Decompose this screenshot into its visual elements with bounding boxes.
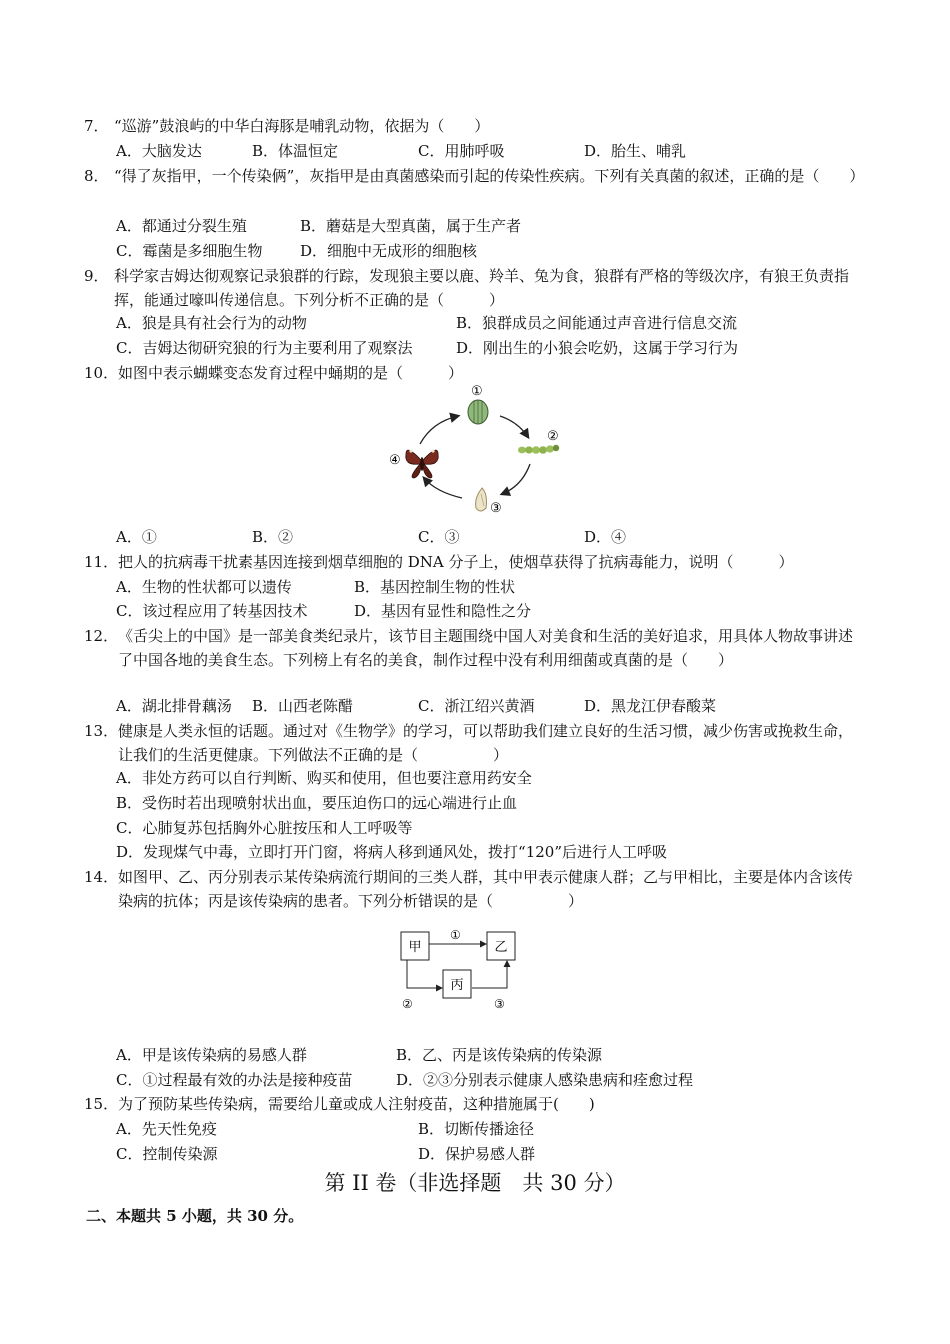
option-d: D．发现煤气中毒，立即打开门窗，将病人移到通风处，拨打“120”后进行人工呼吸 xyxy=(116,843,667,861)
option-d: D．刚出生的小狼会吃奶，这属于学习行为 xyxy=(456,339,739,357)
option-c: C．用肺呼吸 xyxy=(418,142,505,160)
box-bing-label: 丙 xyxy=(450,978,464,993)
pupa-icon xyxy=(476,488,487,511)
option-d: D．保护易感人群 xyxy=(418,1145,536,1163)
option-a: A．生物的性状都可以遗传 xyxy=(116,578,292,596)
option-c: C．控制传染源 xyxy=(116,1145,218,1163)
option-c: C．①过程最有效的办法是接种疫苗 xyxy=(116,1071,353,1089)
option-b: B．山西老陈醋 xyxy=(252,697,354,715)
question-13 xyxy=(84,719,864,767)
option-a: A．湖北排骨藕汤 xyxy=(116,697,232,715)
question-number: 8． xyxy=(84,167,109,185)
question-number: 7． xyxy=(84,117,109,135)
arrow-2-to-3 xyxy=(502,464,530,494)
arrow-1-to-2 xyxy=(500,416,528,437)
label-1: ① xyxy=(471,384,483,399)
option-a: A．先天性免疫 xyxy=(116,1120,217,1138)
lifecycle-diagram xyxy=(380,382,580,522)
option-d: D．基因有显性和隐性之分 xyxy=(354,602,532,620)
question-text: 如图中表示蝴蝶变态发育过程中蛹期的是（ ） xyxy=(118,364,464,382)
option-b: B．蘑菇是大型真菌，属于生产者 xyxy=(300,217,522,235)
option-c: C．霉菌是多细胞生物 xyxy=(116,242,263,260)
option-c: C．该过程应用了转基因技术 xyxy=(116,602,308,620)
option-a: A．非处方药可以自行判断、购买和使用，但也要注意用药安全 xyxy=(116,769,532,787)
option-a: A．都通过分裂生殖 xyxy=(116,217,247,235)
option-b: B．体温恒定 xyxy=(252,142,339,160)
box-yi-label: 乙 xyxy=(494,940,508,955)
part-heading: 二、本题共 5 小题，共 30 分。 xyxy=(86,1207,304,1225)
butterfly-lifecycle-figure xyxy=(380,382,580,522)
label-3: ③ xyxy=(490,501,502,516)
arrow-2-label: ② xyxy=(402,997,413,1010)
option-d: D．黑龙江伊春酸菜 xyxy=(584,697,717,715)
option-d: D．②③分别表示健康人感染患病和痊愈过程 xyxy=(396,1071,694,1089)
label-2: ② xyxy=(547,429,559,444)
question-number: 15． xyxy=(84,1095,119,1113)
population-flow-diagram xyxy=(395,922,530,1010)
option-a: A．① xyxy=(116,528,157,546)
question-text: 如图甲、乙、丙分别表示某传染病流行期间的三类人群，其中甲表示健康人群；乙与甲相比，主要是体内含该传染病的抗体；丙是该传染病的患者。下列分析错误的是（ ） xyxy=(118,868,854,910)
question-text: “得了灰指甲，一个传染俩”，灰指甲是由真菌感染而引起的传染性疾病。下列有关真菌的叙述，正确的是（ ） xyxy=(114,167,865,185)
option-a: A．大脑发达 xyxy=(116,142,202,160)
option-c: C．心肺复苏包括胸外心脏按压和人工呼吸等 xyxy=(116,819,413,837)
arrow-1-label: ① xyxy=(450,928,461,942)
question-9 xyxy=(84,264,864,312)
option-b: B．受伤时若出现喷射状出血，要压迫伤口的远心端进行止血 xyxy=(116,794,518,812)
option-d: D．④ xyxy=(584,528,627,546)
question-text: 《舌尖上的中国》是一部美食类纪录片，该节目主题围绕中国人对美食和生活的美好追求，用具体人物故事讲述了中国各地的美食生态。下列榜上有名的美食，制作过程中没有利用细菌或真菌的是（ ） xyxy=(118,627,854,669)
question-number: 13． xyxy=(84,722,119,740)
arrow-4-to-1 xyxy=(420,416,458,444)
option-d: D．胎生、哺乳 xyxy=(584,142,687,160)
section-title: 第 II 卷（非选择题 共 30 分） xyxy=(324,1171,626,1195)
option-c: C．③ xyxy=(418,528,460,546)
arrow-3-label: ③ xyxy=(494,997,505,1010)
question-number: 12． xyxy=(84,627,119,645)
arrow-3 xyxy=(472,961,507,988)
option-a: A．狼是具有社会行为的动物 xyxy=(116,314,307,332)
question-12 xyxy=(84,624,864,672)
option-b: B．乙、丙是该传染病的传染源 xyxy=(396,1046,603,1064)
question-number: 14． xyxy=(84,868,119,886)
question-number: 9． xyxy=(84,267,109,285)
question-11 xyxy=(84,550,864,574)
question-text: 为了预防某些传染病，需要给儿童或成人注射疫苗，这种措施属于( ) xyxy=(118,1095,595,1113)
label-4: ④ xyxy=(389,453,401,468)
option-b: B．② xyxy=(252,528,294,546)
option-d: D．细胞中无成形的细胞核 xyxy=(300,242,478,260)
caterpillar-icon xyxy=(518,445,559,454)
option-b: B．切断传播途径 xyxy=(418,1120,535,1138)
question-text: 把人的抗病毒干扰素基因连接到烟草细胞的 DNA 分子上，使烟草获得了抗病毒能力，说明（ ） xyxy=(118,553,794,571)
option-b: B．基因控制生物的性状 xyxy=(354,578,516,596)
question-number: 10． xyxy=(84,364,119,382)
question-14 xyxy=(84,865,864,913)
egg-icon xyxy=(468,400,488,424)
option-c: C．浙江绍兴黄酒 xyxy=(418,697,535,715)
question-text: “巡游”鼓浪屿的中华白海豚是哺乳动物，依据为（ ） xyxy=(114,117,490,135)
arrow-3-to-4 xyxy=(424,478,462,498)
question-text: 健康是人类永恒的话题。通过对《生物学》的学习，可以帮助我们建立良好的生活习惯，减少伤害或挽救生命，让我们的生活更健康。下列做法不正确的是（ ） xyxy=(118,722,854,764)
question-15 xyxy=(84,1092,864,1116)
question-7 xyxy=(84,114,864,138)
arrow-2 xyxy=(407,960,442,988)
option-a: A．甲是该传染病的易感人群 xyxy=(116,1046,307,1064)
question-8 xyxy=(84,164,864,188)
box-jia-label: 甲 xyxy=(408,940,422,955)
option-c: C．吉姆达彻研究狼的行为主要利用了观察法 xyxy=(116,339,413,357)
question-number: 11． xyxy=(84,553,119,571)
question-text: 科学家吉姆达彻观察记录狼群的行踪，发现狼主要以鹿、羚羊、兔为食，狼群有严格的等级次序，有狼王负责指挥，能通过嚎叫传递信息。下列分析不正确的是（ ） xyxy=(114,267,850,309)
option-b: B．狼群成员之间能通过声音进行信息交流 xyxy=(456,314,738,332)
butterfly-icon xyxy=(406,449,438,478)
